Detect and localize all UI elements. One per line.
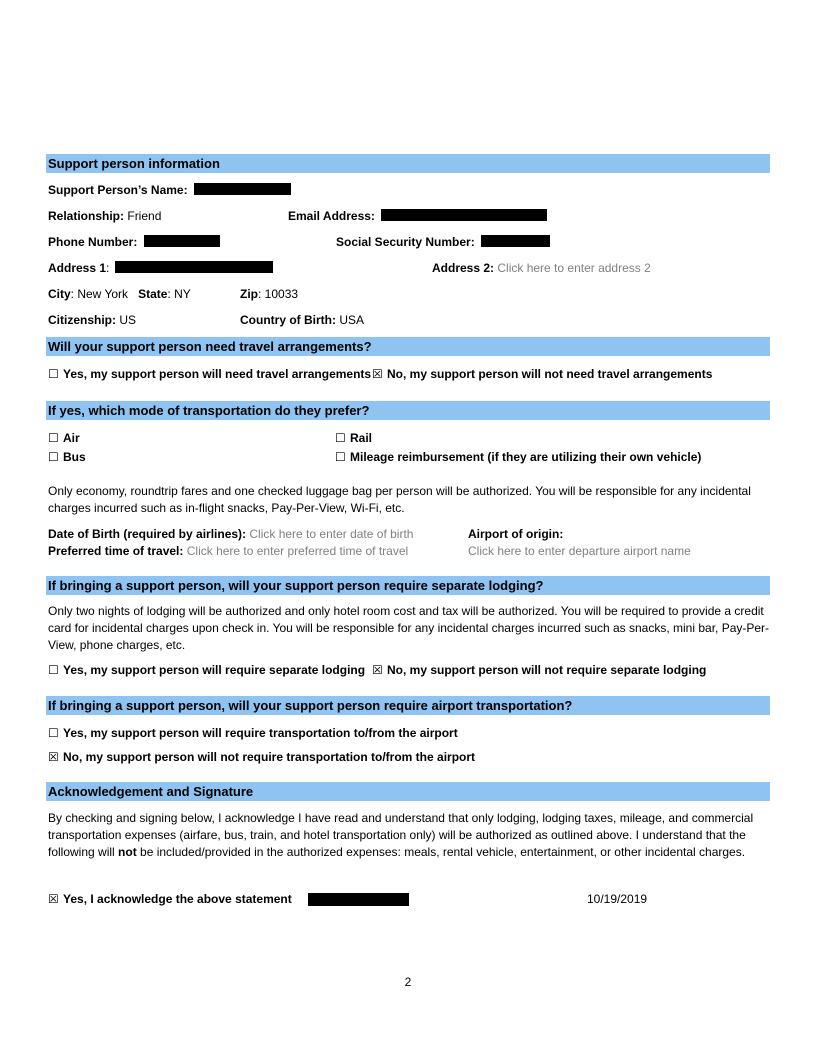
address2-row: [432, 260, 651, 276]
state-label: State: [138, 287, 168, 301]
lodging-yes-label: Yes, my support person will require separate lodging: [63, 663, 366, 677]
airport-yes-option[interactable]: [48, 725, 458, 741]
address2-label: Address 2:: [432, 261, 495, 275]
section-header-mode: If yes, which mode of transportation do they prefer?: [46, 401, 770, 420]
redacted-signature-field[interactable]: [308, 893, 409, 906]
page-number: 2: [404, 975, 412, 989]
redacted-phone-field[interactable]: [144, 235, 220, 247]
ssn-label: Social Security Number:: [336, 235, 475, 249]
citizenship-label: Citizenship:: [48, 313, 116, 327]
address1-label: Address 1: [48, 261, 107, 275]
checkbox-unchecked-icon[interactable]: ☐: [335, 431, 346, 445]
ack-date[interactable]: 10/19/2019: [587, 892, 648, 906]
redacted-address1-field[interactable]: [115, 261, 273, 273]
mode-mileage-label: Mileage reimbursement (if they are utilizing their own vehicle): [350, 450, 702, 464]
airport-no-option[interactable]: [48, 749, 475, 765]
section-header-lodging: If bringing a support person, will your support person require separate lodging?: [46, 576, 770, 595]
zip-value[interactable]: 10033: [264, 287, 299, 301]
checkbox-checked-icon[interactable]: ☒: [48, 750, 59, 764]
ack-check-label: Yes, I acknowledge the above statement: [63, 892, 292, 906]
redacted-name-field[interactable]: [194, 183, 291, 195]
checkbox-unchecked-icon[interactable]: ☐: [48, 450, 59, 464]
travel-time-row: [48, 543, 408, 559]
address1-row: Address 1:: [48, 260, 273, 276]
address2-input[interactable]: Click here to enter address 2: [497, 261, 651, 275]
relationship-label: Relationship:: [48, 209, 125, 223]
travel-yes-option[interactable]: [48, 366, 371, 382]
airport-origin-label: Airport of origin:: [468, 527, 564, 541]
redacted-ssn-field[interactable]: [481, 235, 550, 247]
mode-bus-label: Bus: [63, 450, 86, 464]
checkbox-unchecked-icon[interactable]: ☐: [48, 663, 59, 677]
ack-check-option[interactable]: [48, 891, 292, 907]
travel-no-option[interactable]: [372, 366, 712, 382]
checkbox-unchecked-icon[interactable]: ☐: [48, 726, 59, 740]
mode-air-option[interactable]: [48, 430, 80, 446]
travel-no-label: No, my support person will not need travel arrangements: [387, 367, 713, 381]
phone-label: Phone Number:: [48, 235, 138, 249]
relationship-value[interactable]: Friend: [127, 209, 162, 223]
airport-yes-label: Yes, my support person will require transportation to/from the airport: [63, 726, 458, 740]
relationship-row: [48, 208, 161, 224]
lodging-no-label: No, my support person will not require separate lodging: [387, 663, 707, 677]
travel-yes-label: Yes, my support person will need travel arrangements: [63, 367, 372, 381]
mode-mileage-option[interactable]: [335, 449, 701, 465]
state-value[interactable]: NY: [174, 287, 191, 301]
dob-input[interactable]: Click here to enter date of birth: [249, 527, 414, 541]
checkbox-checked-icon[interactable]: ☒: [48, 892, 59, 906]
dob-label: Date of Birth (required by airlines):: [48, 527, 247, 541]
section-header-support-info: Support person information: [46, 154, 770, 173]
citizenship-value[interactable]: US: [119, 313, 137, 327]
form-page: [46, 0, 770, 1056]
email-label: Email Address:: [288, 209, 375, 223]
mode-air-label: Air: [63, 431, 80, 445]
lodging-note: Only two nights of lodging will be authorized and only hotel room cost and tax will be authorized. You will be required to provide a credit card for incidental charges upon check in. You will be responsible for any incidental charges incurred such as snacks, mini bar, Pay-Per-View, phone charges, etc.: [48, 604, 770, 652]
checkbox-unchecked-icon[interactable]: ☐: [335, 450, 346, 464]
mode-bus-option[interactable]: [48, 449, 86, 465]
redacted-email-field[interactable]: [381, 209, 547, 221]
airfare-note: Only economy, roundtrip fares and one checked luggage bag per person will be authorized. You will be responsible for any incidental charges incurred such as in-flight snacks, Pay-Per-View, Wi-Fi, etc.: [48, 484, 751, 515]
ack-statement: [48, 810, 770, 861]
checkbox-unchecked-icon[interactable]: ☐: [48, 367, 59, 381]
country-birth-label: Country of Birth:: [240, 313, 336, 327]
airport-no-label: No, my support person will not require transportation to/from the airport: [63, 750, 476, 764]
travel-time-input[interactable]: Click here to enter preferred time of travel: [186, 544, 409, 558]
city-label: City: [48, 287, 71, 301]
country-birth-value[interactable]: USA: [339, 313, 365, 327]
city-value[interactable]: New York: [77, 287, 129, 301]
phone-row: [48, 234, 220, 250]
airport-origin-input[interactable]: Click here to enter departure airport name: [468, 544, 691, 558]
ack-text-part2: be included/provided in the authorized expenses: meals, rental vehicle, entertainment, or other incidental charges.: [136, 845, 746, 859]
ack-text-emphasis: not: [118, 845, 137, 859]
lodging-no-option[interactable]: [372, 662, 706, 678]
travel-time-label: Preferred time of travel:: [48, 544, 184, 558]
dob-row: [48, 526, 413, 542]
section-header-airport: If bringing a support person, will your support person require airport transportation?: [46, 696, 770, 715]
support-name-row: [48, 182, 291, 198]
section-header-travel: Will your support person need travel arrangements?: [46, 337, 770, 356]
city-state-row: City: New York State: NY: [48, 287, 191, 301]
country-birth-row: [240, 312, 364, 328]
support-name-label: Support Person’s Name:: [48, 183, 188, 197]
mode-rail-option[interactable]: [335, 430, 372, 446]
citizenship-row: [48, 312, 136, 328]
zip-row: Zip: 10033: [240, 287, 299, 301]
section-header-ack: Acknowledgement and Signature: [46, 782, 770, 801]
email-row: [288, 208, 547, 224]
mode-rail-label: Rail: [350, 431, 373, 445]
checkbox-unchecked-icon[interactable]: ☐: [48, 431, 59, 445]
checkbox-checked-icon[interactable]: ☒: [372, 367, 383, 381]
zip-label: Zip: [240, 287, 258, 301]
checkbox-checked-icon[interactable]: ☒: [372, 663, 383, 677]
lodging-yes-option[interactable]: [48, 662, 365, 678]
ack-text-part1: By checking and signing below, I acknowledge I have read and understand that only lodging, lodging taxes, mileage, and commercial transportation expenses (airfare, bus, train, and hotel transportation only) will be authorized as outlined above. I understand that the following will: [48, 811, 754, 859]
ssn-row: [336, 234, 550, 250]
